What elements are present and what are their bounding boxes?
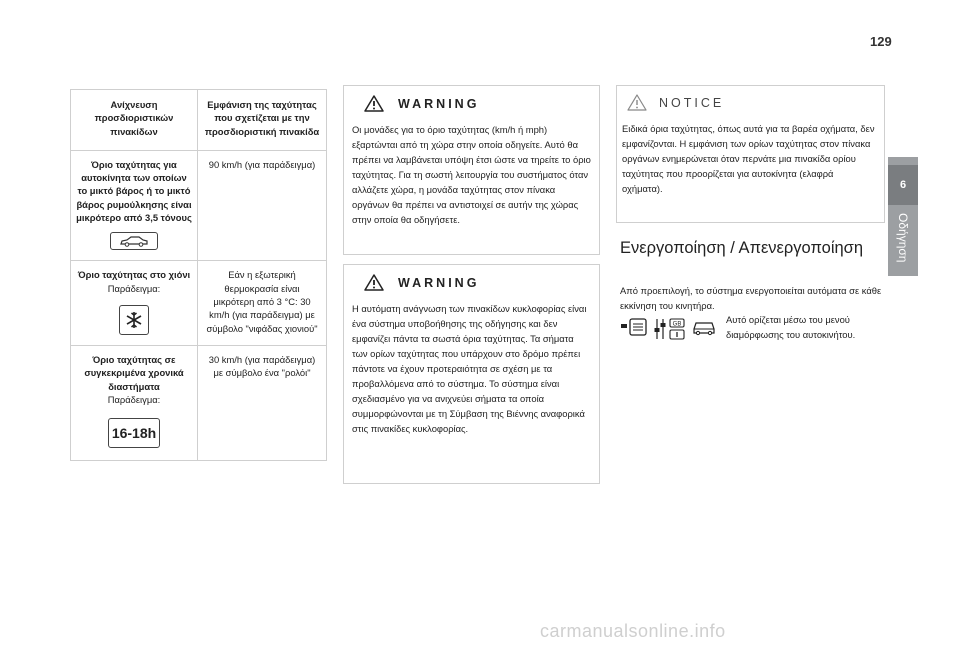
section-title: Ενεργοποίηση / Απενεργοποίηση [620, 239, 864, 257]
svg-text:GB: GB [672, 321, 682, 328]
chapter-label: Οδήγηση [896, 213, 910, 263]
warning-box [343, 85, 600, 255]
table-cell: 90 km/h (για παράδειγμα) [198, 151, 327, 260]
chapter-number: 6 [888, 165, 918, 205]
table-cell [70, 151, 198, 260]
warning-title: WARNING [398, 96, 480, 111]
row-label: Όριο ταχύτητας στο χιόνι [77, 269, 191, 281]
table-header-row [70, 90, 327, 151]
page-number: 129 [870, 34, 892, 49]
warning-triangle-icon [364, 95, 384, 112]
snowflake-icon [119, 305, 149, 335]
table-row [70, 151, 327, 261]
table-header-col2: Εμφάνιση της ταχύτητας που σχετίζεται με την προσδιοριστική πινακίδα [198, 90, 327, 150]
notice-triangle-icon [627, 94, 647, 111]
warning-title: WARNING [398, 275, 480, 290]
warning-text: Η αυτόματη ανάγνωση των πινακίδων κυκλοφορίας είναι ένα σύστημα υποβοήθησης της οδήγησης και δεν εμφανίζει πάντα τα σωστά όρια ταχύτητας. Τα σήματα των ορίων ταχύτητας που υπάρχουν στο δρόμο πρέπει πάντοτε να έχουν προτεραιότητα σε σχέση με τα προβαλλόμενα από το σύστημα. Το σύστημα είναι σχεδιασμένο για να ανιχνεύει σήματα τα οποία συμμορφώνονται με τη Σύμβαση της Βιέννης αναφορικά στις πινακίδες κυκλοφορίας. [352, 303, 587, 434]
car-icon [110, 232, 158, 250]
table-header-col1: Ανίχνευση προσδιοριστικών πινακίδων [70, 90, 198, 150]
row-label: Όριο ταχύτητας για αυτοκίνητα των οποίων το μικτό βάρος ή το μικτό βάρος ρυμούλκησης είναι μικρότερο από 3,5 τόνους [76, 158, 192, 224]
row-example-label: Παράδειγμα: [107, 282, 161, 294]
table-row [70, 261, 327, 346]
table-row [70, 346, 327, 461]
table-cell: 30 km/h (για παράδειγμα) με σύμβολο ένα "ρολόι" [198, 346, 327, 460]
driving-settings-icon [654, 317, 686, 341]
row-example-label: Παράδειγμα: [107, 393, 161, 405]
touchscreen-icon [620, 317, 648, 339]
table-cell [70, 261, 198, 345]
watermark: carmanualsonline.info [540, 621, 726, 641]
settings-text: Αυτό ορίζεται μέσω του μενού διαμόρφωσης του αυτοκινήτου. [726, 314, 856, 340]
time-range-icon [108, 418, 160, 448]
notice-text: Ειδικά όρια ταχύτητας, όπως αυτά για τα βαρέα οχήματα, δεν εμφανίζονται. Η εμφάνιση των ορίων ταχύτητας στον πίνακα οργάνων ενημερώνεται όταν περνάτε μια πινακίδα ορίου ταχύτητας που προορίζεται για αυτοκίνητα (ελαφρά οχήματα). [622, 123, 875, 194]
warning-triangle-icon [364, 274, 384, 291]
time-range-label: 16-18h [111, 424, 157, 441]
notice-box [616, 85, 885, 223]
table-cell [70, 346, 198, 460]
warning-text: Οι μονάδες για το όριο ταχύτητας (km/h ή mph) εξαρτώνται από τη χώρα στην οποία οδηγείτε. Αυτό θα πρέπει να λαμβάνεται υπόψη έτσι ώστε να τηρείτε το όριο ταχύτητας. Για τη σωστή λειτουργία του συστήματος όταν αλλάζετε χώρα, η μονάδα ταχύτητας στον πίνακα οργάνων θα πρέπει να αντιστοιχεί σε αυτήν της χώρας στην οποία θα οδηγήσετε. [352, 124, 591, 225]
settings-icons [620, 313, 716, 342]
table-cell: Εάν η εξωτερική θερμοκρασία είναι μικρότερη από 3 °C: 30 km/h (για παράδειγμα) με σύμβολο "νιφάδας χιονιού" [198, 261, 327, 345]
notice-title: NOTICE [659, 95, 725, 110]
car-settings-icon [692, 317, 716, 337]
section-text: Από προεπιλογή, το σύστημα ενεργοποιείται αυτόματα σε κάθε εκκίνηση του κινητήρα. [620, 285, 882, 311]
chapter-tab [888, 157, 918, 276]
row-label: Όριο ταχύτητας σε συγκεκριμένα χρονικά διαστήματα [84, 353, 184, 392]
settings-row [620, 313, 882, 342]
speed-limit-table [70, 89, 327, 461]
warning-box [343, 264, 600, 484]
